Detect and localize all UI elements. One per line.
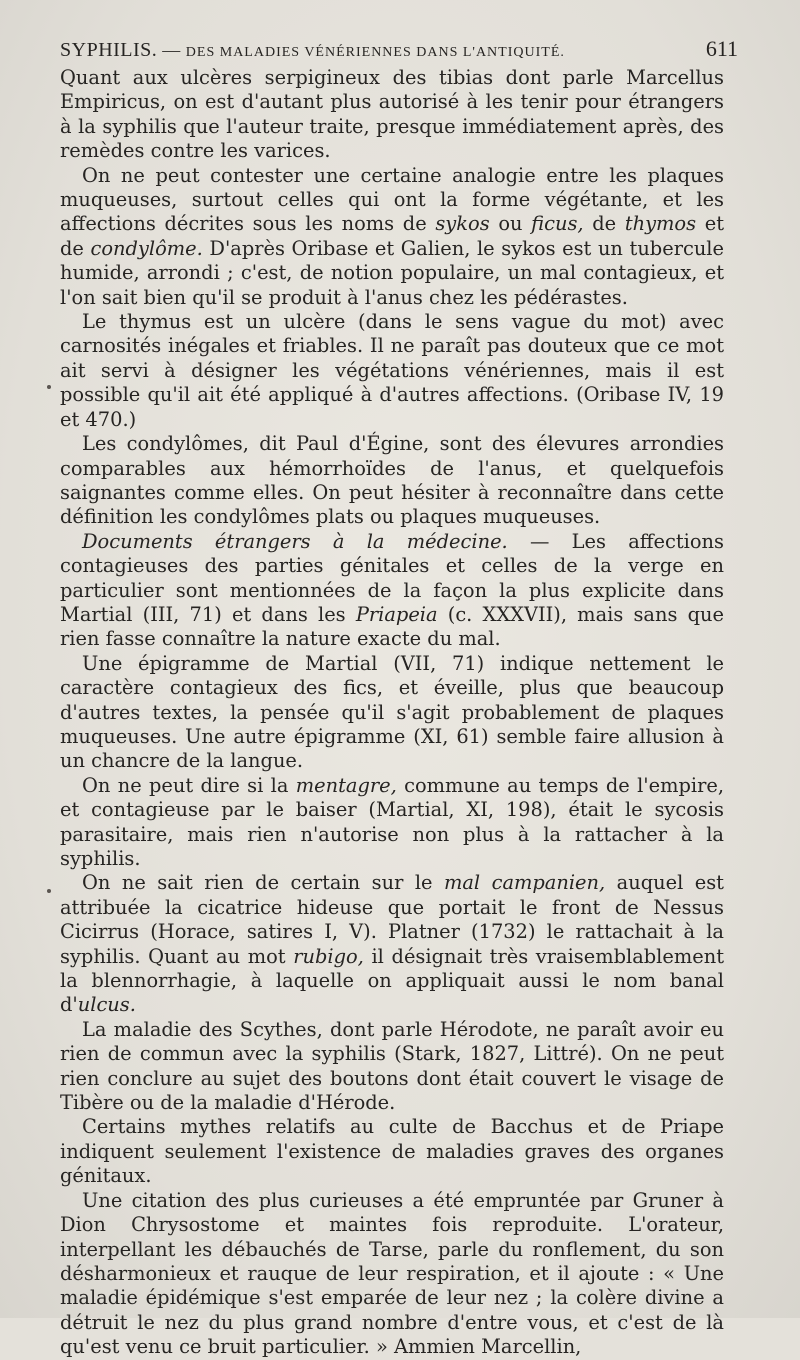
text-run: La maladie des Scythes, dont parle Hérodote, ne paraît avoir eu rien de commun avec la syphilis (Stark, 1827, Littré). On ne peut rien conclure au sujet des boutons dont était couvert le visage de Tibère ou de la maladie d'Hérode. (60, 1017, 724, 1115)
italic-term: thymos (624, 212, 697, 236)
text-run: Les condylômes, dit Paul d'Égine, sont des élevures arrondies comparables aux hémorrhoïdes de l'anus, et quelquefois saignantes comme elles. On peut hésiter à reconnaître dans cette définition les condylômes plats ou plaques muqueuses. (60, 432, 724, 529)
text-run: Quant aux ulcères serpigineux des tibias dont parle Marcellus Empiricus, on est d'autant plus autorisé à les tenir pour étrangers à la syphilis que l'auteur traite, presque immédiatement après, des remèdes contre les varices. (60, 66, 724, 163)
text-run: il désignait très vraisemblablement la blennorrhagie, à laquelle on appliquait aussi le nom banal d' (60, 944, 724, 1017)
text-run: (c. XXXVII), mais sans que rien fasse connaître la nature exacte du mal. (60, 602, 724, 651)
italic-term: ulcus. (77, 993, 136, 1017)
paragraph (60, 1018, 724, 1116)
text-run: On ne peut dire si la (82, 773, 296, 797)
paragraph (60, 1189, 724, 1360)
italic-term: Priapeia (355, 602, 438, 626)
paragraph (60, 66, 724, 164)
paragraph (60, 774, 724, 872)
running-head-subtitle: DES MALADIES VÉNÉRIENNES DANS L'ANTIQUITÉ. (185, 45, 565, 60)
paragraph (60, 310, 724, 432)
margin-ink-spot (47, 385, 51, 389)
italic-term: condylôme. (90, 236, 203, 260)
text-run: et de (60, 212, 725, 260)
paragraph (60, 652, 724, 774)
text-run: On ne peut contester une certaine analogie entre les plaques muqueuses, surtout celles qui ont la forme végétante, et les affections décrites sous les noms de (60, 163, 724, 236)
paragraph (60, 164, 724, 310)
body-text (60, 66, 724, 1360)
text-run: Certains mythes relatifs au culte de Bacchus et de Priape indiquent seulement l'existence de maladies graves des organes génitaux. (60, 1115, 724, 1188)
italic-term: Documents étrangers à la médecine. (82, 529, 508, 553)
text-run: ou (489, 212, 532, 236)
italic-term: sykos (435, 212, 490, 236)
text-run: Une épigramme de Martial (VII, 71) indique nettement le caractère contagieux des fics, et éveille, plus que beaucoup d'autres textes, la pensée qu'il s'agit probablement de plaques muqueuses. Une autre épigramme (XI, 61) semble faire allusion à un chancre de la langue. (60, 651, 724, 773)
running-head-dash: — (162, 40, 181, 60)
italic-term: mal campanien, (443, 871, 606, 895)
paragraph (60, 530, 724, 652)
text-run: de (583, 212, 625, 236)
text-run: Une citation des plus curieuses a été empruntée par Gruner à Dion Chrysostome et maintes fois reproduite. L'orateur, interpellant les débauchés de Tarse, parle du ronflement, du son désharmonieux et rauque de leur respiration, et il ajoute : « Une maladie épidémique s'est emparée de leur nez ; la colère divine a détruit le nez du plus grand nombre d'entre vous, et c'est de là qu'est venu ce bruit particulier. » Ammien Marcellin, (60, 1188, 724, 1359)
text-run: commune au temps de l'empire, et contagieuse par le baiser (Martial, XI, 198), était le sycosis parasitaire, mais rien n'autorise non plus à la rattacher à la syphilis. (60, 773, 725, 870)
text-run: — Les affections contagieuses des parties génitales et celles de la verge en particulier sont mentionnées de la façon la plus explicite dans Martial (III, 71) et dans les (60, 529, 724, 626)
paragraph (60, 871, 724, 1017)
running-head-main: SYPHILIS. (60, 39, 158, 61)
text-run: Le thymus est un ulcère (dans le sens vague du mot) avec carnosités inégales et friables. Il ne paraît pas douteux que ce mot ait servi à désigner les végétations vénériennes, mais il est possible qu'il ait été appliqué à d'autres affections. (Oribase IV, 19 et 470.) (60, 310, 724, 431)
paragraph (60, 1115, 724, 1188)
margin-ink-spot (47, 889, 51, 893)
italic-term: rubigo, (293, 944, 364, 968)
paragraph (60, 432, 724, 530)
text-run: On ne sait rien de certain sur le (82, 871, 444, 895)
page-header (60, 36, 738, 66)
italic-term: ficus, (531, 212, 584, 236)
running-head (60, 39, 565, 62)
text-run: D'après Oribase et Galien, le sykos est un tubercule humide, arrondi ; c'est, de notion populaire, un mal contagieux, et l'on sait bien qu'il se produit à l'anus chez les pédérastes. (60, 236, 724, 309)
text-run: auquel est attribuée la cicatrice hideuse que portait le front de Nessus Cicirrus (Horace, satires I, V). Platner (1732) le rattachait à la syphilis. Quant au mot (60, 871, 724, 968)
page-number: 611 (705, 36, 738, 61)
italic-term: mentagre, (295, 773, 397, 797)
